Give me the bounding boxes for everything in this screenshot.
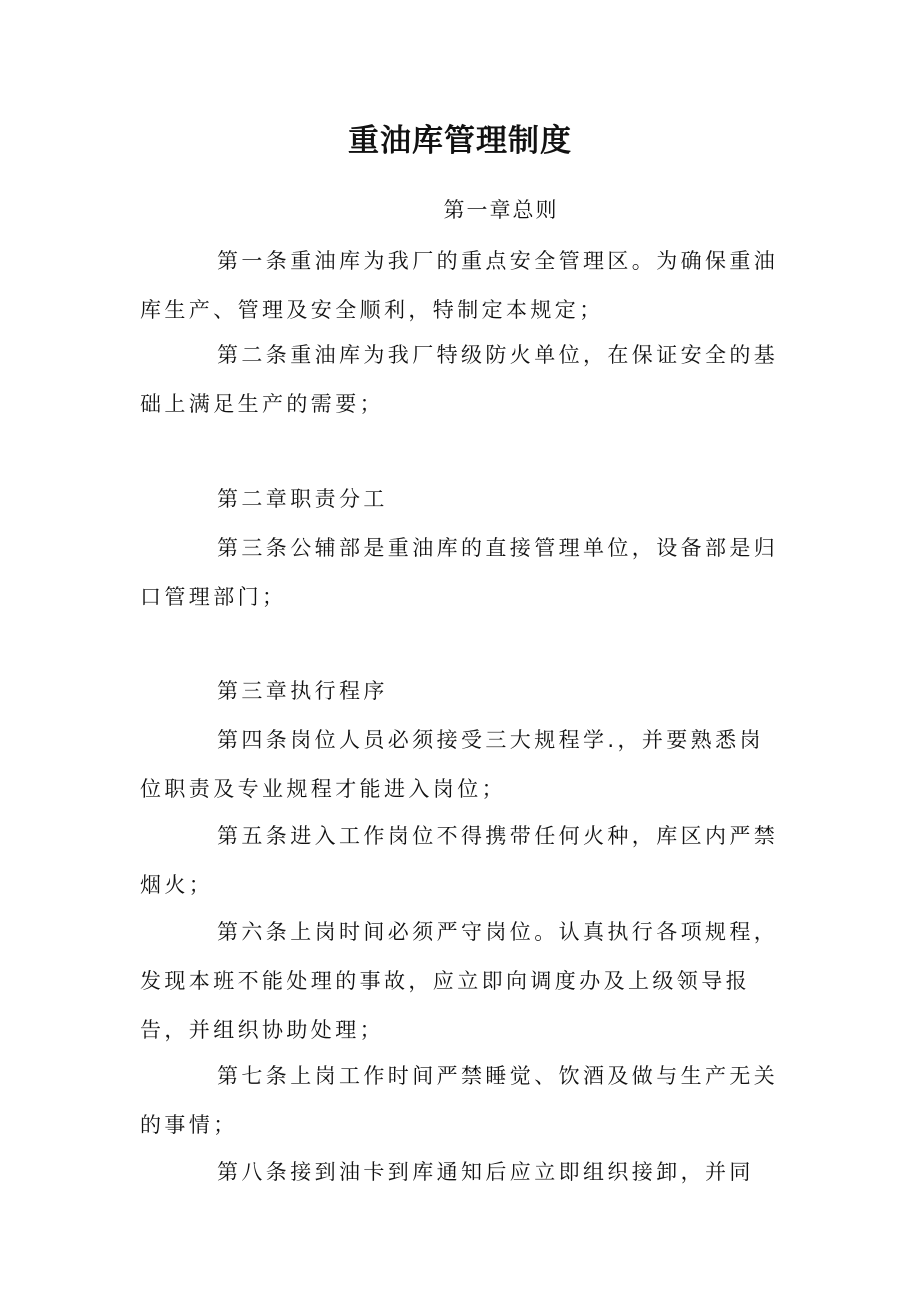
article-1: 第一条重油库为我厂的重点安全管理区。为确保重油库生产、管理及安全顺利，特制定本规定； <box>140 249 779 322</box>
chapter-2-heading: 第二章职责分工 <box>217 487 388 511</box>
article-2: 第二条重油库为我厂特级防火单位，在保证安全的基础上满足生产的需要； <box>140 343 779 416</box>
article-7: 第七条上岗工作时间严禁睡觉、饮酒及做与生产无关的事情； <box>140 1064 779 1137</box>
article-4: 第四条岗位人员必须接受三大规程学.，并要熟悉岗位职责及专业规程才能进入岗位； <box>140 728 764 801</box>
document-title: 重油库管理制度 <box>348 123 572 159</box>
article-5: 第五条进入工作岗位不得携带任何火种，库区内严禁烟火； <box>140 824 779 897</box>
article-8: 第八条接到油卡到库通知后应立即组织接卸，并同 <box>217 1160 754 1184</box>
article-3: 第三条公辅部是重油库的直接管理单位，设备部是归口管理部门； <box>140 536 779 609</box>
chapter-1-heading: 第一章总则 <box>443 198 559 222</box>
article-6: 第六条上岗时间必须严守岗位。认真执行各项规程，发现本班不能处理的事故，应立即向调度办及上级领导报告，并组织协助处理； <box>140 920 779 1042</box>
chapter-3-heading: 第三章执行程序 <box>217 679 388 703</box>
